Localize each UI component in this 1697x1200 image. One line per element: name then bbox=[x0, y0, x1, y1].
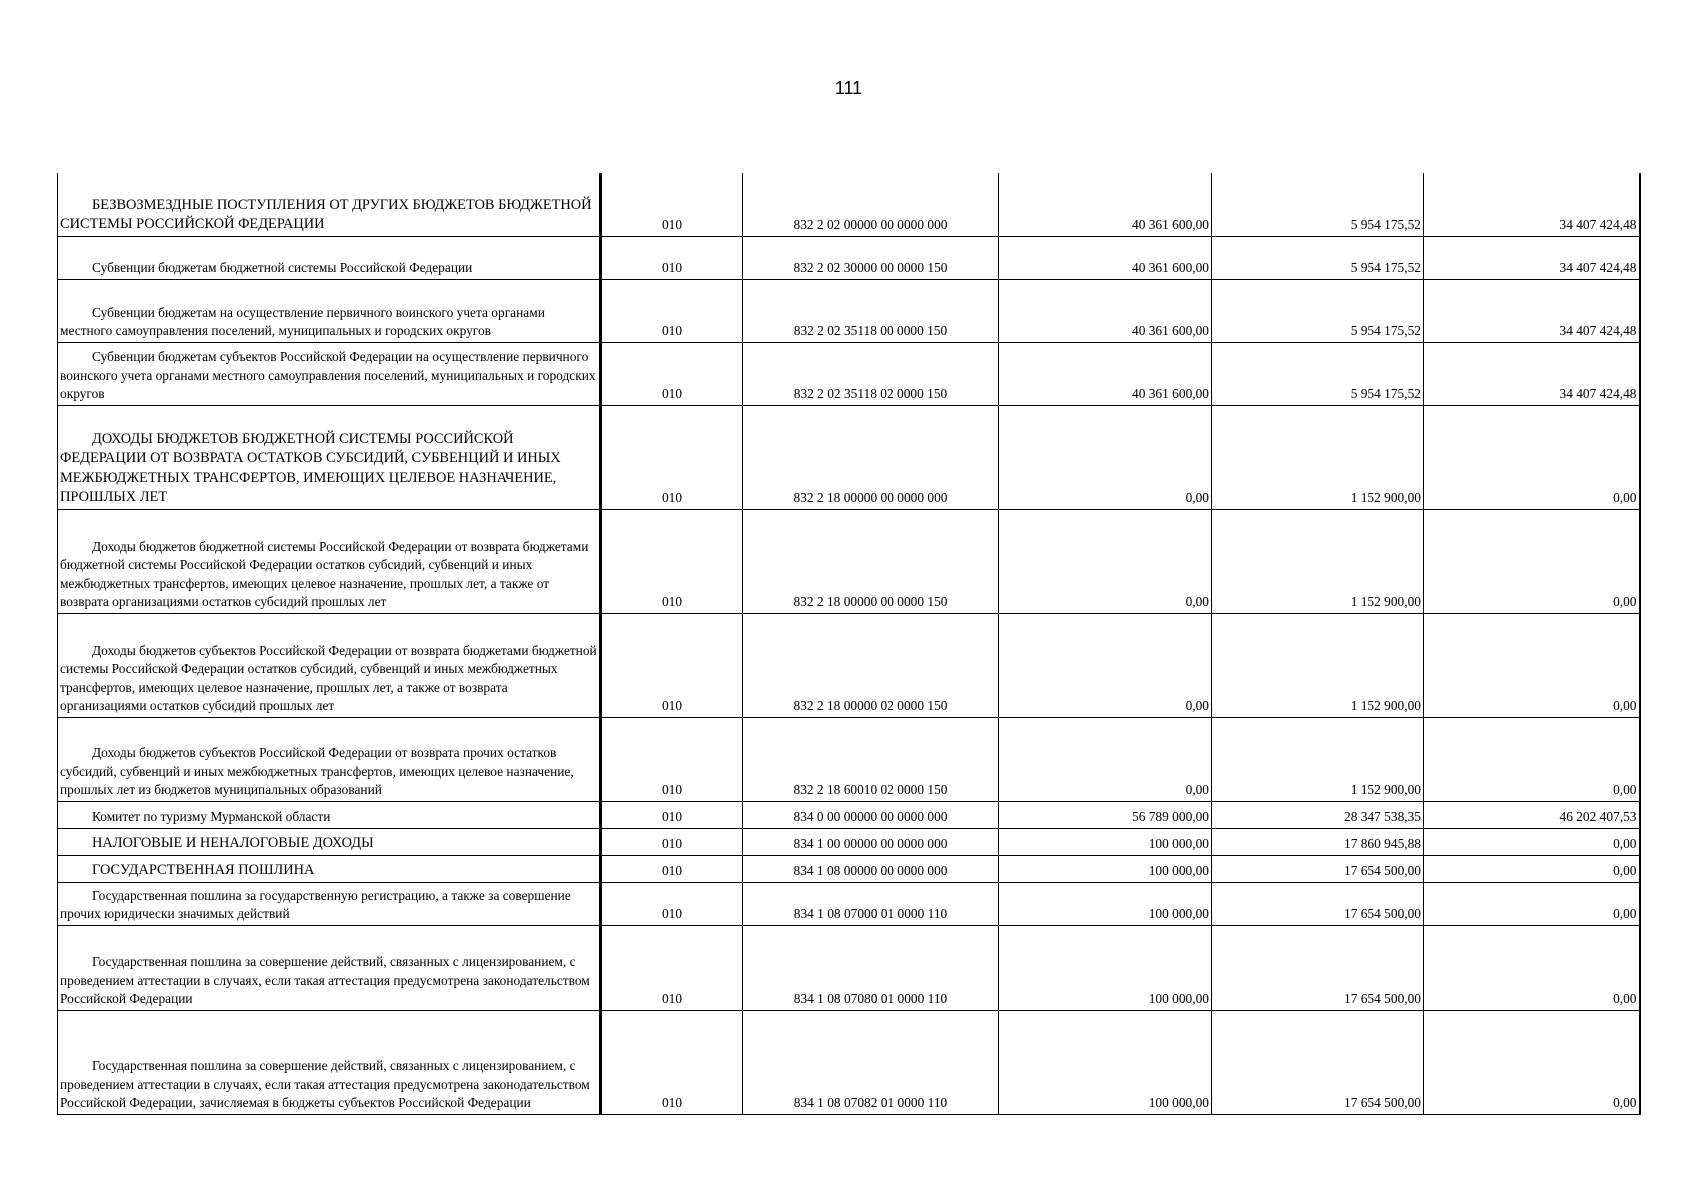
row-executed: 17 654 500,00 bbox=[1212, 1010, 1424, 1114]
row-executed: 1 152 900,00 bbox=[1212, 613, 1424, 717]
row-unexecuted: 0,00 bbox=[1424, 828, 1640, 855]
row-name: Доходы бюджетов бюджетной системы Российской Федерации от возврата бюджетами бюджетной системы Российской Федерации остатков субсидий, субвенций и иных межбюджетных трансфертов, имеющих целевое назначение, прошлых лет, а также от возврата организациями остатков субсидий прошлых лет bbox=[58, 509, 601, 613]
row-line-code: 010 bbox=[601, 882, 743, 925]
row-approved: 40 361 600,00 bbox=[999, 173, 1212, 236]
table-row bbox=[58, 1010, 1640, 1114]
row-line-code: 010 bbox=[601, 342, 743, 405]
row-line-code: 010 bbox=[601, 1010, 743, 1114]
row-name: Доходы бюджетов субъектов Российской Федерации от возврата бюджетами бюджетной системы Российской Федерации остатков субсидий, субвенций и иных межбюджетных трансфертов, имеющих целевое назначение, прошлых лет, а также от возврата организациями остатков субсидий прошлых лет bbox=[58, 613, 601, 717]
row-unexecuted: 0,00 bbox=[1424, 882, 1640, 925]
row-unexecuted: 0,00 bbox=[1424, 613, 1640, 717]
row-name: Субвенции бюджетам бюджетной системы Российской Федерации bbox=[58, 236, 601, 279]
row-name: ГОСУДАРСТВЕННАЯ ПОШЛИНА bbox=[58, 855, 601, 882]
row-income-code: 832 2 18 00000 00 0000 000 bbox=[743, 405, 999, 509]
row-approved: 100 000,00 bbox=[999, 1010, 1212, 1114]
table-row bbox=[58, 613, 1640, 717]
row-income-code: 834 1 00 00000 00 0000 000 bbox=[743, 828, 999, 855]
row-approved: 40 361 600,00 bbox=[999, 279, 1212, 342]
row-unexecuted: 0,00 bbox=[1424, 855, 1640, 882]
row-line-code: 010 bbox=[601, 279, 743, 342]
table-row bbox=[58, 509, 1640, 613]
row-approved: 100 000,00 bbox=[999, 925, 1212, 1010]
table-row bbox=[58, 828, 1640, 855]
row-executed: 5 954 175,52 bbox=[1212, 236, 1424, 279]
row-approved: 40 361 600,00 bbox=[999, 236, 1212, 279]
row-line-code: 010 bbox=[601, 828, 743, 855]
row-income-code: 834 1 08 07000 01 0000 110 bbox=[743, 882, 999, 925]
row-income-code: 832 2 02 35118 00 0000 150 bbox=[743, 279, 999, 342]
row-line-code: 010 bbox=[601, 509, 743, 613]
table-row bbox=[58, 279, 1640, 342]
table-row bbox=[58, 882, 1640, 925]
row-executed: 17 860 945,88 bbox=[1212, 828, 1424, 855]
row-income-code: 834 1 08 07080 01 0000 110 bbox=[743, 925, 999, 1010]
row-approved: 0,00 bbox=[999, 613, 1212, 717]
row-unexecuted: 34 407 424,48 bbox=[1424, 173, 1640, 236]
row-income-code: 832 2 18 00000 02 0000 150 bbox=[743, 613, 999, 717]
table-row bbox=[58, 801, 1640, 828]
page-number: 111 bbox=[834, 78, 863, 98]
row-income-code: 834 1 08 07082 01 0000 110 bbox=[743, 1010, 999, 1114]
row-name: Комитет по туризму Мурманской области bbox=[58, 801, 601, 828]
row-line-code: 010 bbox=[601, 925, 743, 1010]
row-name: Субвенции бюджетам на осуществление первичного воинского учета органами местного самоуправления поселений, муниципальных и городских округов bbox=[58, 279, 601, 342]
row-name: Государственная пошлина за совершение действий, связанных с лицензированием, с проведением аттестации в случаях, если такая аттестация предусмотрена законодательством Российской Федерации bbox=[58, 925, 601, 1010]
row-executed: 1 152 900,00 bbox=[1212, 405, 1424, 509]
row-line-code: 010 bbox=[601, 236, 743, 279]
row-line-code: 010 bbox=[601, 717, 743, 801]
row-unexecuted: 46 202 407,53 bbox=[1424, 801, 1640, 828]
row-approved: 100 000,00 bbox=[999, 855, 1212, 882]
row-line-code: 010 bbox=[601, 173, 743, 236]
row-unexecuted: 0,00 bbox=[1424, 509, 1640, 613]
row-approved: 0,00 bbox=[999, 405, 1212, 509]
table-row bbox=[58, 236, 1640, 279]
table-row bbox=[58, 173, 1640, 236]
table-row bbox=[58, 405, 1640, 509]
row-executed: 17 654 500,00 bbox=[1212, 882, 1424, 925]
row-income-code: 832 2 02 30000 00 0000 150 bbox=[743, 236, 999, 279]
row-approved: 0,00 bbox=[999, 717, 1212, 801]
table-row bbox=[58, 342, 1640, 405]
row-name: БЕЗВОЗМЕЗДНЫЕ ПОСТУПЛЕНИЯ ОТ ДРУГИХ БЮДЖЕТОВ БЮДЖЕТНОЙ СИСТЕМЫ РОССИЙСКОЙ ФЕДЕРАЦИИ bbox=[58, 173, 601, 236]
row-executed: 1 152 900,00 bbox=[1212, 717, 1424, 801]
table-row bbox=[58, 717, 1640, 801]
row-unexecuted: 0,00 bbox=[1424, 925, 1640, 1010]
table-row bbox=[58, 925, 1640, 1010]
row-approved: 56 789 000,00 bbox=[999, 801, 1212, 828]
row-unexecuted: 0,00 bbox=[1424, 717, 1640, 801]
row-executed: 17 654 500,00 bbox=[1212, 855, 1424, 882]
row-unexecuted: 34 407 424,48 bbox=[1424, 342, 1640, 405]
table-row bbox=[58, 855, 1640, 882]
row-name: Субвенции бюджетам субъектов Российской Федерации на осуществление первичного воинского учета органами местного самоуправления поселений, муниципальных и городских округов bbox=[58, 342, 601, 405]
row-name: Государственная пошлина за совершение действий, связанных с лицензированием, с проведением аттестации в случаях, если такая аттестация предусмотрена законодательством Российской Федерации, зачисляемая в бюджеты субъектов Российской Федерации bbox=[58, 1010, 601, 1114]
row-income-code: 832 2 18 00000 00 0000 150 bbox=[743, 509, 999, 613]
row-unexecuted: 34 407 424,48 bbox=[1424, 279, 1640, 342]
row-name: Доходы бюджетов субъектов Российской Федерации от возврата прочих остатков субсидий, субвенций и иных межбюджетных трансфертов, имеющих целевое назначение, прошлых лет из бюджетов муниципальных образований bbox=[58, 717, 601, 801]
row-executed: 5 954 175,52 bbox=[1212, 173, 1424, 236]
row-income-code: 834 1 08 00000 00 0000 000 bbox=[743, 855, 999, 882]
row-unexecuted: 0,00 bbox=[1424, 405, 1640, 509]
budget-table bbox=[57, 173, 1641, 1115]
row-name: НАЛОГОВЫЕ И НЕНАЛОГОВЫЕ ДОХОДЫ bbox=[58, 828, 601, 855]
row-executed: 17 654 500,00 bbox=[1212, 925, 1424, 1010]
row-line-code: 010 bbox=[601, 405, 743, 509]
row-executed: 5 954 175,52 bbox=[1212, 279, 1424, 342]
row-unexecuted: 0,00 bbox=[1424, 1010, 1640, 1114]
row-approved: 0,00 bbox=[999, 509, 1212, 613]
row-line-code: 010 bbox=[601, 801, 743, 828]
row-unexecuted: 34 407 424,48 bbox=[1424, 236, 1640, 279]
row-income-code: 832 2 02 35118 02 0000 150 bbox=[743, 342, 999, 405]
row-income-code: 832 2 18 60010 02 0000 150 bbox=[743, 717, 999, 801]
row-executed: 5 954 175,52 bbox=[1212, 342, 1424, 405]
row-name: ДОХОДЫ БЮДЖЕТОВ БЮДЖЕТНОЙ СИСТЕМЫ РОССИЙСКОЙ ФЕДЕРАЦИИ ОТ ВОЗВРАТА ОСТАТКОВ СУБСИДИЙ, СУБВЕНЦИЙ И ИНЫХ МЕЖБЮДЖЕТНЫХ ТРАНСФЕРТОВ, ИМЕЮЩИХ ЦЕЛЕВОЕ НАЗНАЧЕНИЕ, ПРОШЛЫХ ЛЕТ bbox=[58, 405, 601, 509]
row-income-code: 832 2 02 00000 00 0000 000 bbox=[743, 173, 999, 236]
row-executed: 1 152 900,00 bbox=[1212, 509, 1424, 613]
row-income-code: 834 0 00 00000 00 0000 000 bbox=[743, 801, 999, 828]
row-approved: 40 361 600,00 bbox=[999, 342, 1212, 405]
row-approved: 100 000,00 bbox=[999, 828, 1212, 855]
row-approved: 100 000,00 bbox=[999, 882, 1212, 925]
row-name: Государственная пошлина за государственную регистрацию, а также за совершение прочих юридически значимых действий bbox=[58, 882, 601, 925]
row-executed: 28 347 538,35 bbox=[1212, 801, 1424, 828]
row-line-code: 010 bbox=[601, 855, 743, 882]
row-line-code: 010 bbox=[601, 613, 743, 717]
